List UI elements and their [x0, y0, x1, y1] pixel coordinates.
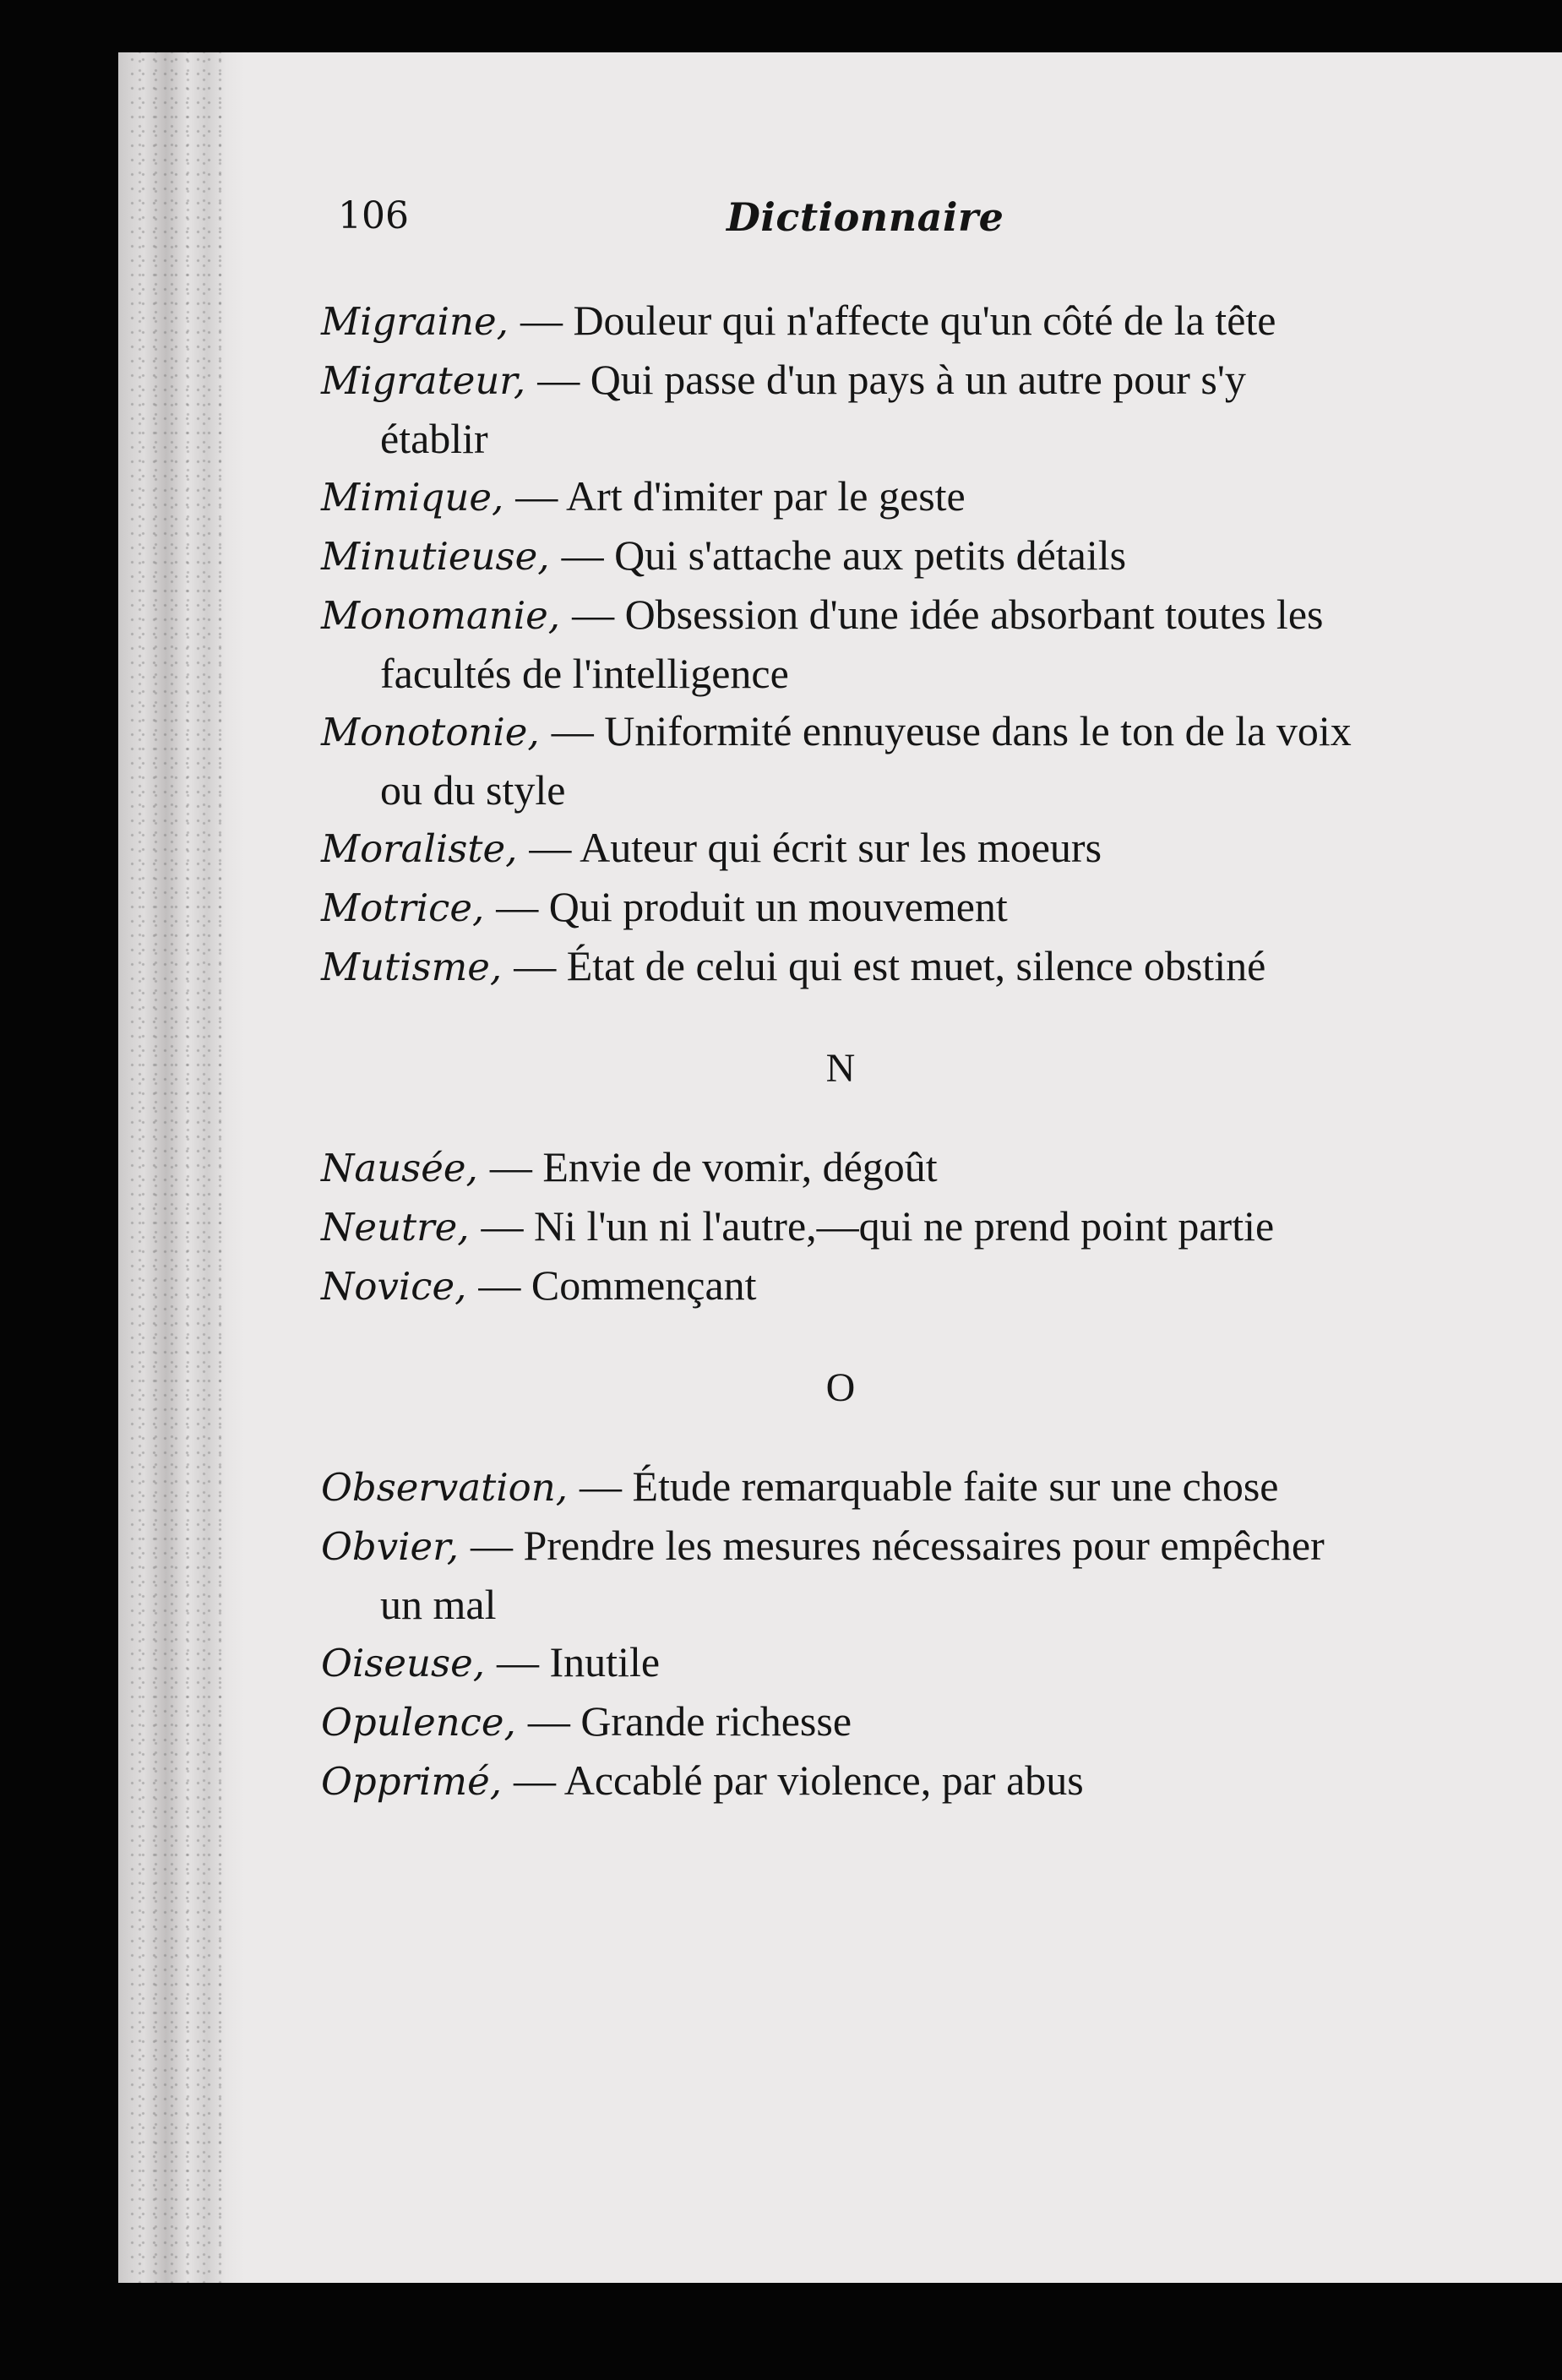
dictionary-entry	[321, 878, 1360, 937]
entry-term: Monotonie,	[321, 710, 540, 754]
entry-definition: — Auteur qui écrit sur les moeurs	[529, 824, 1102, 871]
entry-definition: — Ni l'un ni l'autre,—qui ne prend point partie	[481, 1202, 1275, 1250]
entry-definition: — Envie de vomir, dégoût	[489, 1143, 938, 1190]
section-n	[321, 1040, 1360, 1315]
dictionary-entry	[321, 351, 1360, 467]
dictionary-entry	[321, 1751, 1360, 1811]
dictionary-entry	[321, 467, 1360, 526]
entry-definition: — Grande richesse	[527, 1697, 852, 1745]
dictionary-entry	[321, 1138, 1360, 1197]
dictionary-entry	[321, 819, 1360, 878]
section-m	[321, 291, 1360, 996]
entry-definition: — Qui passe d'un pays à un autre pour s'y établir	[380, 356, 1246, 462]
entry-definition: — Uniformité ennuyeuse dans le ton de la voix ou du style	[380, 707, 1352, 814]
dictionary-content	[321, 291, 1360, 1811]
entry-definition: — Obsession d'une idée absorbant toutes les facultés de l'intelligence	[380, 591, 1324, 697]
dictionary-entry	[321, 937, 1360, 996]
dictionary-entry	[321, 1256, 1360, 1315]
entry-term: Motrice,	[321, 885, 485, 930]
section-o	[321, 1359, 1360, 1811]
entry-term: Minutieuse,	[321, 534, 550, 579]
dictionary-entry	[321, 585, 1360, 702]
entry-term: Opprimé,	[321, 1759, 503, 1804]
dictionary-entry	[321, 1633, 1360, 1692]
dictionary-entry	[321, 1692, 1360, 1751]
entry-term: Oiseuse,	[321, 1641, 486, 1686]
entry-definition: — Art d'imiter par le geste	[515, 472, 966, 520]
entry-term: Obvier,	[321, 1524, 460, 1569]
entry-definition: — Étude remarquable faite sur une chose	[580, 1462, 1279, 1510]
entry-term: Mimique,	[321, 475, 504, 520]
dictionary-entry	[321, 291, 1360, 351]
entry-term: Mutisme,	[321, 945, 503, 989]
scan-border-bottom	[118, 2283, 1562, 2380]
entry-term: Nausée,	[321, 1146, 478, 1190]
entry-definition: — Douleur qui n'affecte qu'un côté de la tête	[520, 297, 1276, 344]
entry-term: Novice,	[321, 1264, 467, 1309]
dictionary-entry	[321, 526, 1360, 585]
section-letter: N	[825, 1046, 856, 1091]
entry-term: Neutre,	[321, 1205, 470, 1250]
entry-definition: — Commençant	[478, 1261, 757, 1309]
dictionary-entry	[321, 702, 1360, 819]
entry-definition: — Qui s'attache aux petits détails	[561, 531, 1127, 579]
entry-definition: — Accablé par violence, par abus	[514, 1756, 1084, 1804]
entry-term: Observation,	[321, 1465, 569, 1510]
entry-term: Migraine,	[321, 299, 509, 344]
dictionary-entry	[321, 1517, 1360, 1633]
dictionary-entry	[321, 1457, 1360, 1517]
entry-definition: — Inutile	[497, 1638, 661, 1686]
page-header	[338, 194, 1521, 262]
entry-term: Opulence,	[321, 1700, 516, 1745]
entry-term: Moraliste,	[321, 826, 518, 871]
entry-term: Monomanie,	[321, 593, 561, 638]
section-letter: O	[825, 1365, 856, 1410]
entry-definition: — Prendre les mesures nécessaires pour empêcher un mal	[380, 1522, 1325, 1628]
running-title: Dictionnaire	[727, 194, 1004, 240]
page-edge-texture	[127, 52, 228, 2283]
page-number: 106	[338, 194, 409, 237]
entry-term: Migrateur,	[321, 358, 526, 403]
dictionary-entry	[321, 1197, 1360, 1256]
entry-definition: — Qui produit un mouvement	[496, 883, 1008, 930]
entry-definition: — État de celui qui est muet, silence obstiné	[514, 942, 1266, 989]
